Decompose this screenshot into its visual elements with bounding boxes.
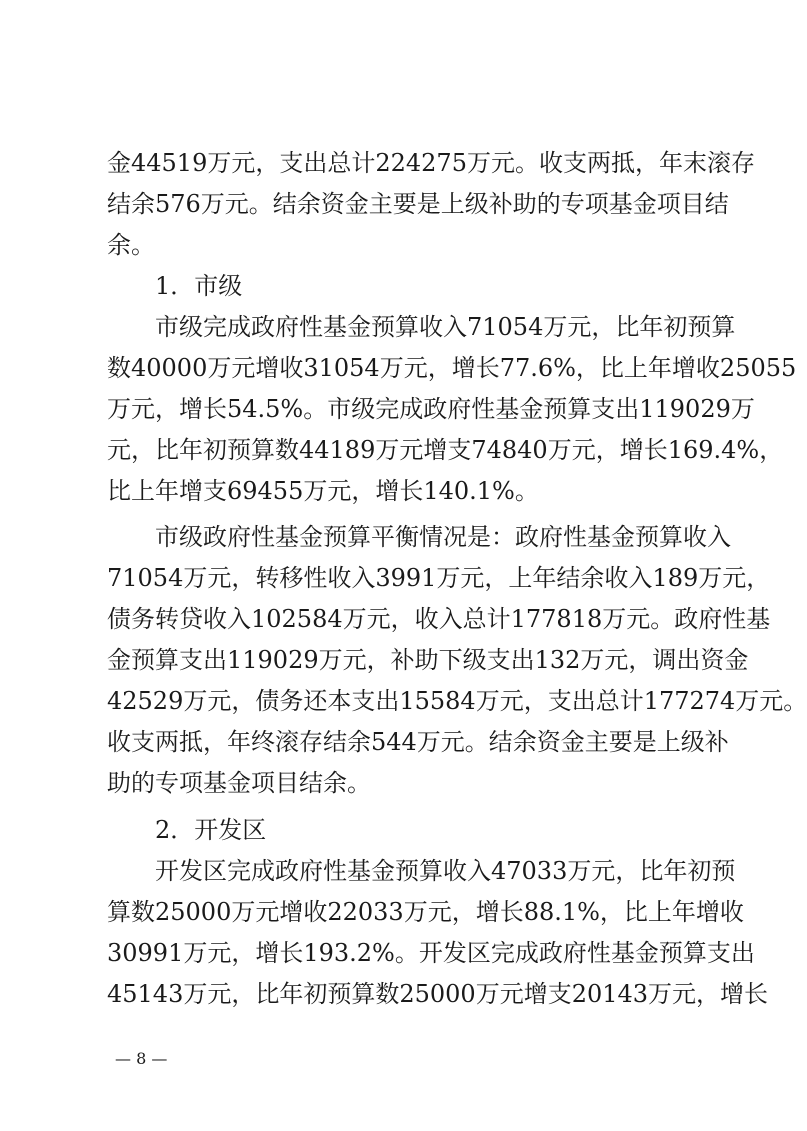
body-text-line: 30991万元，增长193.2%。开发区完成政府性基金预算支出: [107, 939, 755, 967]
section-heading-city: 1．市级: [155, 272, 243, 300]
body-text-line: 金44519万元，支出总计224275万元。收支两抵，年末滚存: [107, 149, 755, 177]
body-text-line: 42529万元，债务还本支出15584万元，支出总计177274万元。: [107, 687, 807, 715]
body-text-line: 结余576万元。结余资金主要是上级补助的专项基金项目结: [107, 190, 729, 218]
body-text-line: 金预算支出119029万元，补助下级支出132万元，调出资金: [107, 646, 749, 674]
body-text-line: 余。: [107, 231, 155, 259]
body-text-line: 算数25000万元增收22033万元，增长88.1%，比上年增收: [107, 898, 744, 926]
body-text-line: 数40000万元增收31054万元，增长77.6%，比上年增收25055: [107, 354, 797, 382]
body-text-line: 比上年增支69455万元，增长140.1%。: [107, 477, 539, 505]
body-text-line: 债务转贷收入102584万元，收入总计177818万元。政府性基: [107, 605, 771, 633]
page-number: — 8 —: [115, 1049, 168, 1068]
body-text-line: 71054万元，转移性收入3991万元，上年结余收入189万元，: [107, 564, 771, 592]
body-text-line: 万元，增长54.5%。市级完成政府性基金预算支出119029万: [107, 395, 755, 423]
body-text-line: 收支两抵，年终滚存结余544万元。结余资金主要是上级补: [107, 728, 729, 756]
body-text-line: 开发区完成政府性基金预算收入47033万元，比年初预: [155, 857, 736, 885]
body-text-line: 市级完成政府性基金预算收入71054万元，比年初预算: [155, 313, 736, 341]
body-text-line: 市级政府性基金预算平衡情况是：政府性基金预算收入: [155, 523, 731, 551]
body-text-line: 助的专项基金项目结余。: [107, 769, 371, 797]
body-text-line: 元，比年初预算数44189万元增支74840万元，增长169.4%，: [107, 436, 784, 464]
section-heading-dev-zone: 2．开发区: [155, 816, 267, 844]
body-text-line: 45143万元，比年初预算数25000万元增支20143万元，增长: [107, 980, 769, 1008]
